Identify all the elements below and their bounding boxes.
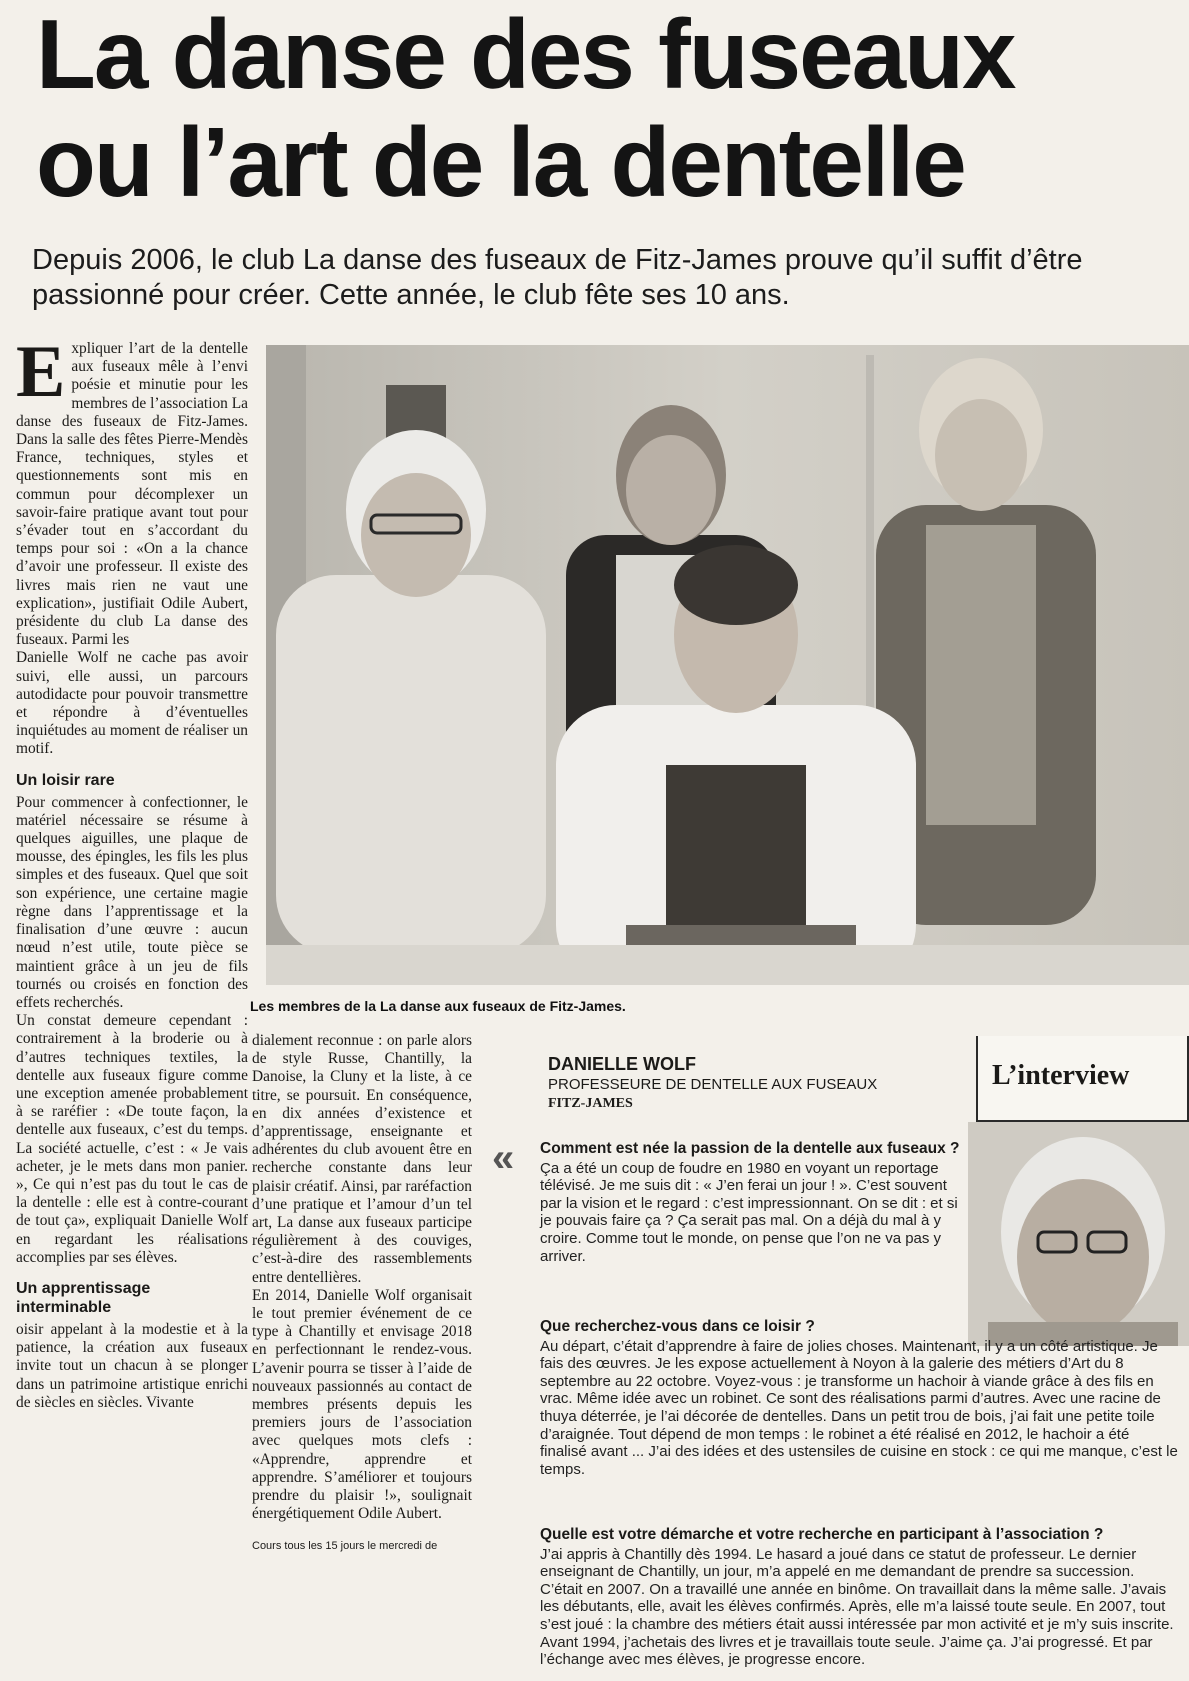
headline [36, 0, 1176, 216]
interview-box [492, 1036, 1189, 1681]
col2-paragraph-1: dialement reconnue : on parle alors de style Russe, Chantilly, la Danoise, la Cluny et la liste, à ce titre, se poursuit. En conséquence, en dix années d’existence et d’apprentissage, enseignante et adhérentes du club avouent être en recherche constante dans leur plaisir créatif. Ainsi, par raréfaction d’une pratique et l’amour d’un tel art, La danse aux fuseaux participe régulièrement à des couviges, c’est-à-dire des rassemblements entre dentellières. [252, 1032, 472, 1286]
group-photo-illustration [266, 345, 1189, 985]
question-1: Comment est née la passion de la dentelle aux fuseaux ? [540, 1140, 960, 1157]
interview-tab-label: L’interview [992, 1060, 1130, 1091]
qa-block-1 [540, 1140, 960, 1265]
interviewee-place: FITZ-JAMES [548, 1096, 633, 1111]
group-photo [266, 345, 1189, 985]
paragraph-materiel: Pour commencer à confectionner, le matériel nécessaire se résume à quelques aiguilles, une plaque de mousse, des épingles, les fils les plus simples et des fuseaux. Quel que soit son expérience, une certaine magie règne dans l’apprentissage et la finalisation d’une œuvre : aucun nœud n’est utile, toute pièce se maintient grâce à un jeu de fils tournés ou croisés en fonction des effets recherchés. [16, 793, 248, 1011]
col2-paragraph-2: En 2014, Danielle Wolf organisait le tout premier événement de ce type à Chantilly et envisage 2018 en perfectionnant le rendez-vous. L’avenir pourra se tisser à l’aide de nouveaux passionnés au contact de membres présents depuis les premiers jours de l’association avec quelques mots clefs : «Apprendre, apprendre et apprendre. S’améliorer et toujours prendre du plaisir !», soulignait énergétiquement Odile Aubert. [252, 1286, 472, 1523]
article-column-1 [16, 340, 248, 1681]
qa-block-2 [540, 1318, 1180, 1478]
portrait-illustration [968, 1122, 1189, 1346]
standfirst [32, 243, 1182, 313]
standfirst-line-1: Depuis 2006, le club La danse des fuseaux de Fitz-James prouve qu’il suffit d’être [32, 244, 1083, 276]
intro-text: xpliquer l’art de la dentelle aux fuseaux mêle à l’envi poésie et minutie pour les membres de l’association La danse des fuseaux de Fitz-James. Dans la salle des fêtes Pierre-Mendès France, techniques, styles et questionnements sont mis en commun pour décomplexer un savoir-faire pratique avant tout pour s’évader tout en s’accordant du temps pour soi : «On a la chance d’avoir une professeur. Il existe des livres mais rien ne vaut une explication», justifiait Odile Aubert, présidente du club La danse des fuseaux. Parmi les [16, 340, 248, 649]
answer-1: Ça a été un coup de foudre en 1980 en voyant un reportage télévisé. Je me suis dit : « J’en ferai un jour ! ». C’est souvent par la vision et le regard : c’est impressionnant. On se dit : et si je pouvais faire ça ? Ça serait pas mal. On a déjà du mal à y croire. Comme tout le monde, on pense que l’on ne va pas y arriver. [540, 1159, 958, 1265]
qa-block-3 [540, 1526, 1180, 1669]
answer-3: J’ai appris à Chantilly dès 1994. Le hasard a joué dans ce statut de professeur. Le dernier enseignant de Chantilly, un jour, m’a appelé en me demandant de prendre sa succession. C’était en 2007. On a travaillé une année en binôme. On travaillait dans la même salle. J’avais les débutants, elle, avait les élèves confirmés. Après, elle m’a laissé toute seule. En 2007, tout s’est joué : la chambre des métiers était aussi intéressée par mon activité et je m’y suis inscrite. Avant 1994, j’achetais des livres et je travaillais toute seule. J’aime ça. J’ai progressé. Et par l’échange avec mes élèves, je progresse encore. [540, 1545, 1174, 1669]
subhead-loisir-rare: Un loisir rare [16, 771, 115, 789]
dropcap: E [16, 340, 66, 413]
answer-2: Au départ, c’était d’apprendre à faire de jolies choses. Maintenant, il y a un côté artistique. Je fais des œuvres. Je les expose actuellement à Noyon à la galerie des métiers d’Art du 8 septembre au 22 octobre. Voyez-vous : je transforme un hachoir à viande grâce à des fils en vrac. Même idée avec un robinet. Ce sont des réalisations parmi d’autres. Avec une racine de thuya déterrée, je l’ai décorée de dentelles. Dans un petit trou de bois, j’ai fait une petite toile d’araignée. Tout dépend de mon temps : le robinet a été réalisé en 2012, le hachoir a été finalisé avant ... J’ai des idées et des ustensiles de cuisine en stock : ce qui me manque, c’est le temps. [540, 1337, 1178, 1478]
intro-paragraph [16, 340, 248, 649]
quote-mark-icon: « [492, 1136, 507, 1180]
headline-line-1: La danse des fuseaux [36, 0, 1015, 109]
col2-footer: Cours tous les 15 jours le mercredi de [252, 1540, 438, 1553]
paragraph-loisir: oisir appelant à la modestie et à la patience, la création aux fuseaux invite tout un chacun à se plonger dans un patrimoine artistique enrichi de siècles en siècles. Vivante [16, 1320, 248, 1411]
photo-caption: Les membres de la La danse aux fuseaux de Fitz-James. [250, 998, 626, 1014]
interviewee-role: PROFESSEURE DE DENTELLE AUX FUSEAUX [548, 1076, 878, 1093]
interviewee-name: DANIELLE WOLF [548, 1054, 696, 1074]
interview-portrait [968, 1122, 1189, 1346]
question-2: Que recherchez-vous dans ce loisir ? [540, 1318, 815, 1335]
intro-continued: Danielle Wolf ne cache pas avoir suivi, elle aussi, un parcours autodidacte pour pouvoir transmettre et répondre à d’éventuelles inquiétudes au moment de réaliser un motif. [16, 649, 248, 758]
question-3: Quelle est votre démarche et votre recherche en participant à l’association ? [540, 1526, 1104, 1543]
paragraph-constat: Un constat demeure cependant : contrairement à la broderie ou à d’autres techniques textiles, la dentelle aux fuseaux figure comme une exception amenée probablement à se raréfier : «De toute façon, la dentelle aux fuseaux, c’est du temps. La société actuelle, c’est : « Je vais acheter, je le mets dans mon panier. », Ce qui n’est pas du tout le cas de la dentelle : elle est à contre-courant de tout ça», expliquait Danielle Wolf en regardant les réalisations accomplies par ses élèves. [16, 1012, 248, 1266]
subhead-apprentissage: Un apprentissage interminable [16, 1279, 151, 1316]
article-column-2 [252, 1032, 472, 1672]
standfirst-line-2: passionné pour créer. Cette année, le club fête ses 10 ans. [32, 279, 790, 311]
headline-line-2: ou l’art de la dentelle [36, 107, 965, 217]
